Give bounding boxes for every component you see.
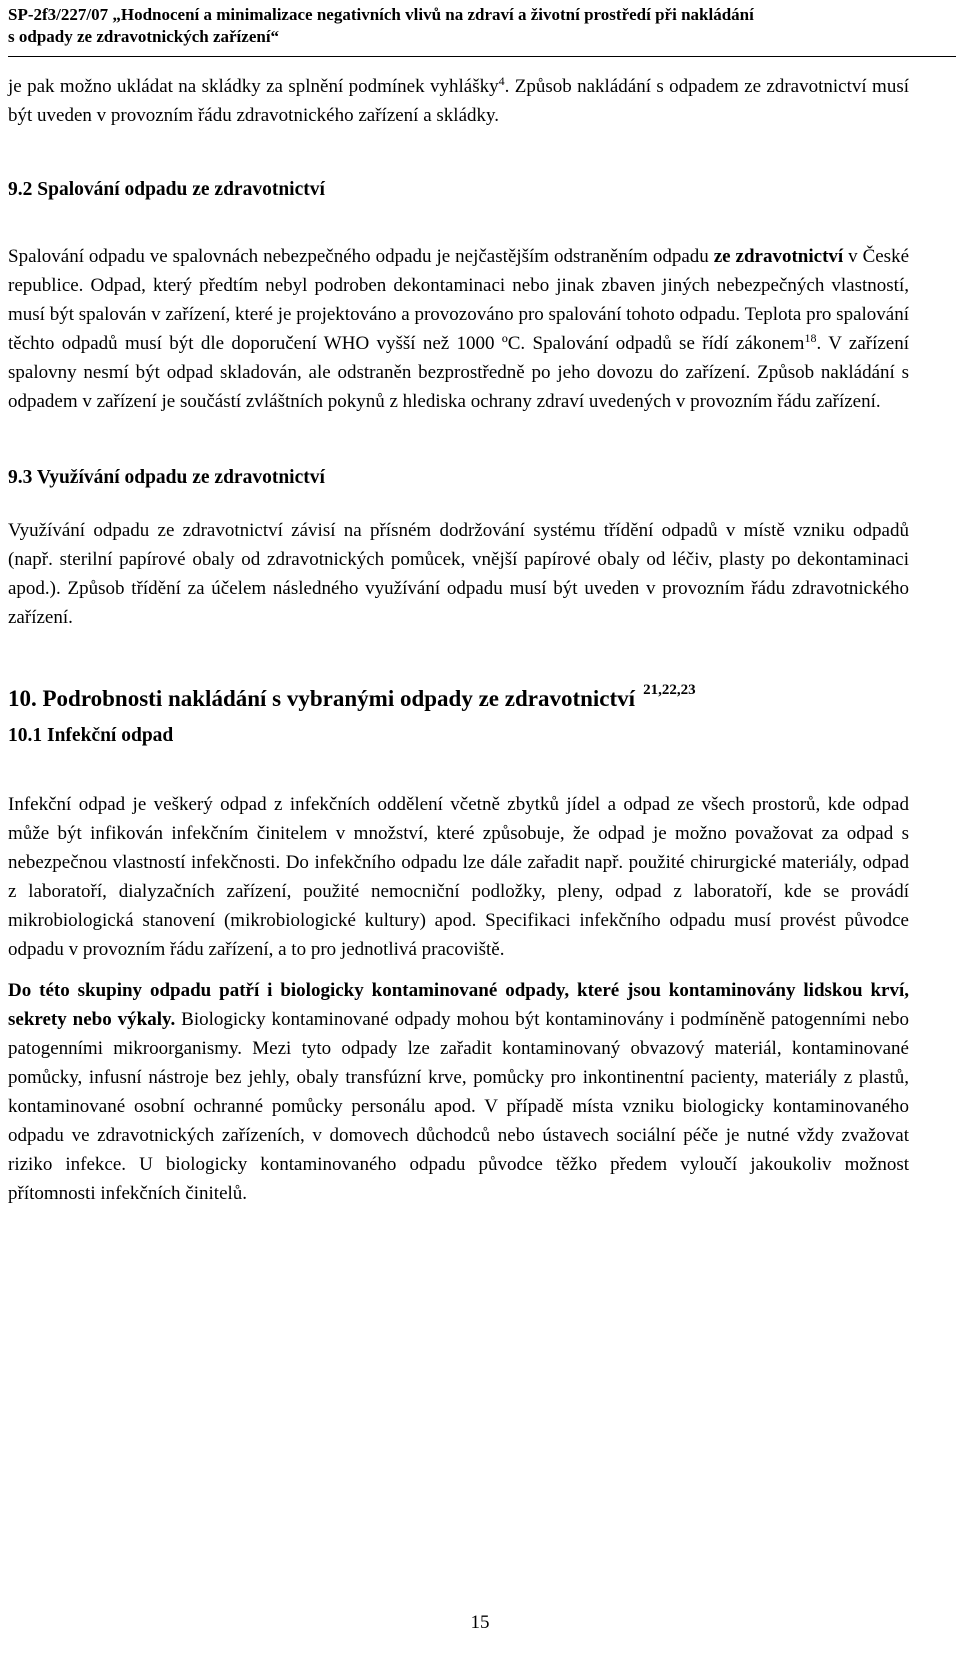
- footnote-refs-21-23: 21,22,23: [643, 682, 696, 698]
- footnote-ref-4: 4: [498, 74, 505, 88]
- page-body: [8, 72, 909, 1208]
- p101-bold: Do této skupiny odpadu patří i biologicky kontaminované odpady, které jsou kontaminovány lidskou krví, sekrety nebo výkaly.: [8, 980, 909, 1030]
- heading-9-2: 9.2 Spalování odpadu ze zdravotnictví: [8, 179, 325, 200]
- header-rule: [8, 56, 956, 57]
- intro-paragraph: [8, 72, 909, 130]
- paragraph-9-2: [8, 242, 909, 416]
- heading-9-3: 9.3 Využívání odpadu ze zdravotnictví: [8, 467, 325, 488]
- p92-text-a: Spalování odpadu ve spalovnách nebezpečného odpadu je nejčastějším odstraněním odpadu: [8, 246, 714, 267]
- footnote-ref-18: 18: [804, 331, 817, 345]
- p92-bold: ze zdravotnictví: [713, 246, 844, 267]
- paragraph-10-1-b: [8, 976, 909, 1208]
- intro-text-1: je pak možno ukládat na skládky za splnění podmínek vyhlášky: [8, 76, 499, 97]
- p92-text-c: . V zařízení spalovny nesmí být odpad skladován, ale odstraněn bezprostředně po jeho dovozu do zařízení. Způsob nakládání s odpadem v zařízení je součástí zvláštních pokynů z hlediska ochrany zdraví uvedených v provozním řádu zařízení.: [8, 333, 909, 412]
- header-line-1: SP-2f3/227/07 „Hodnocení a minimalizace negativních vlivů na zdraví a životní prostředí při nakládání: [8, 5, 754, 24]
- heading-10-1: 10.1 Infekční odpad: [8, 725, 174, 746]
- p101-text: Biologicky kontaminované odpady mohou být kontaminovány i podmíněně patogenními nebo patogenními mikroorganismy. Mezi tyto odpady lze zařadit kontaminovaný obvazový materiál, kontaminované pomůcky, infusní nástroje bez jehly, obaly transfúzní krve, pomůcky pro inkontinentní pacienty, materiály z plastů, kontaminované osobní ochranné pomůcky personálu apod. V případě místa vzniku biologicky kontaminovaného odpadu ve zdravotnických zařízeních, v domovech důchodců nebo ústavech sociální péče je nutné vždy zvažovat riziko infekce. U biologicky kontaminovaného odpadu původce těžko předem vyloučí jakoukoliv možnost přítomnosti infekčních činitelů.: [8, 1009, 909, 1204]
- heading-10: [8, 684, 909, 714]
- p92-text-b: v České republice. Odpad, který předtím nebyl podroben dekontaminaci nebo jinak zbaven jiných nebezpečných vlastností, musí být spalován v zařízení, které je projektováno a provozováno pro spalování tohoto odpadu. Teplota pro spalování těchto odpadů musí být dle doporučení WHO vyšší než 1000 ºC. Spalování odpadů se řídí zákonem: [8, 246, 909, 354]
- paragraph-9-3: Využívání odpadu ze zdravotnictví závisí na přísném dodržování systému třídění odpadů v místě vzniku odpadů (např. sterilní papírové obaly od zdravotnických pomůcek, vnější papírové obaly od léčiv, plasty po dekontaminaci apod.). Způsob třídění za účelem následného využívání odpadu musí být uveden v provozním řádu zdravotnického zařízení.: [8, 520, 909, 628]
- running-header: [8, 4, 908, 48]
- intro-text-2: . Způsob nakládání s odpadem ze zdravotnictví musí být uveden v provozním řádu zdravotnického zařízení a skládky.: [8, 76, 909, 126]
- page-number: 15: [470, 1612, 490, 1633]
- paragraph-10-1-a: Infekční odpad je veškerý odpad z infekčních oddělení včetně zbytků jídel a odpad ze všech prostorů, kde odpad může být infikován infekčním činitelem v množství, které způsobuje, že odpad je možno považovat za odpad s nebezpečnou vlastností infekčnosti. Do infekčního odpadu lze dále zařadit např. použité chirurgické materiály, odpad z laboratoří, dialyzačních zařízení, použité nemocniční podložky, pleny, odpad z laboratoří, kde se provádí mikrobiologická stanovení (mikrobiologické kultury) apod. Specifikaci infekčního odpadu musí provést původce odpadu v provozním řádu zařízení, a to pro jednotlivá pracoviště.: [8, 794, 909, 960]
- header-line-2: s odpady ze zdravotnických zařízení“: [8, 27, 280, 46]
- heading-10-text: 10. Podrobnosti nakládání s vybranými odpady ze zdravotnictví: [8, 686, 636, 711]
